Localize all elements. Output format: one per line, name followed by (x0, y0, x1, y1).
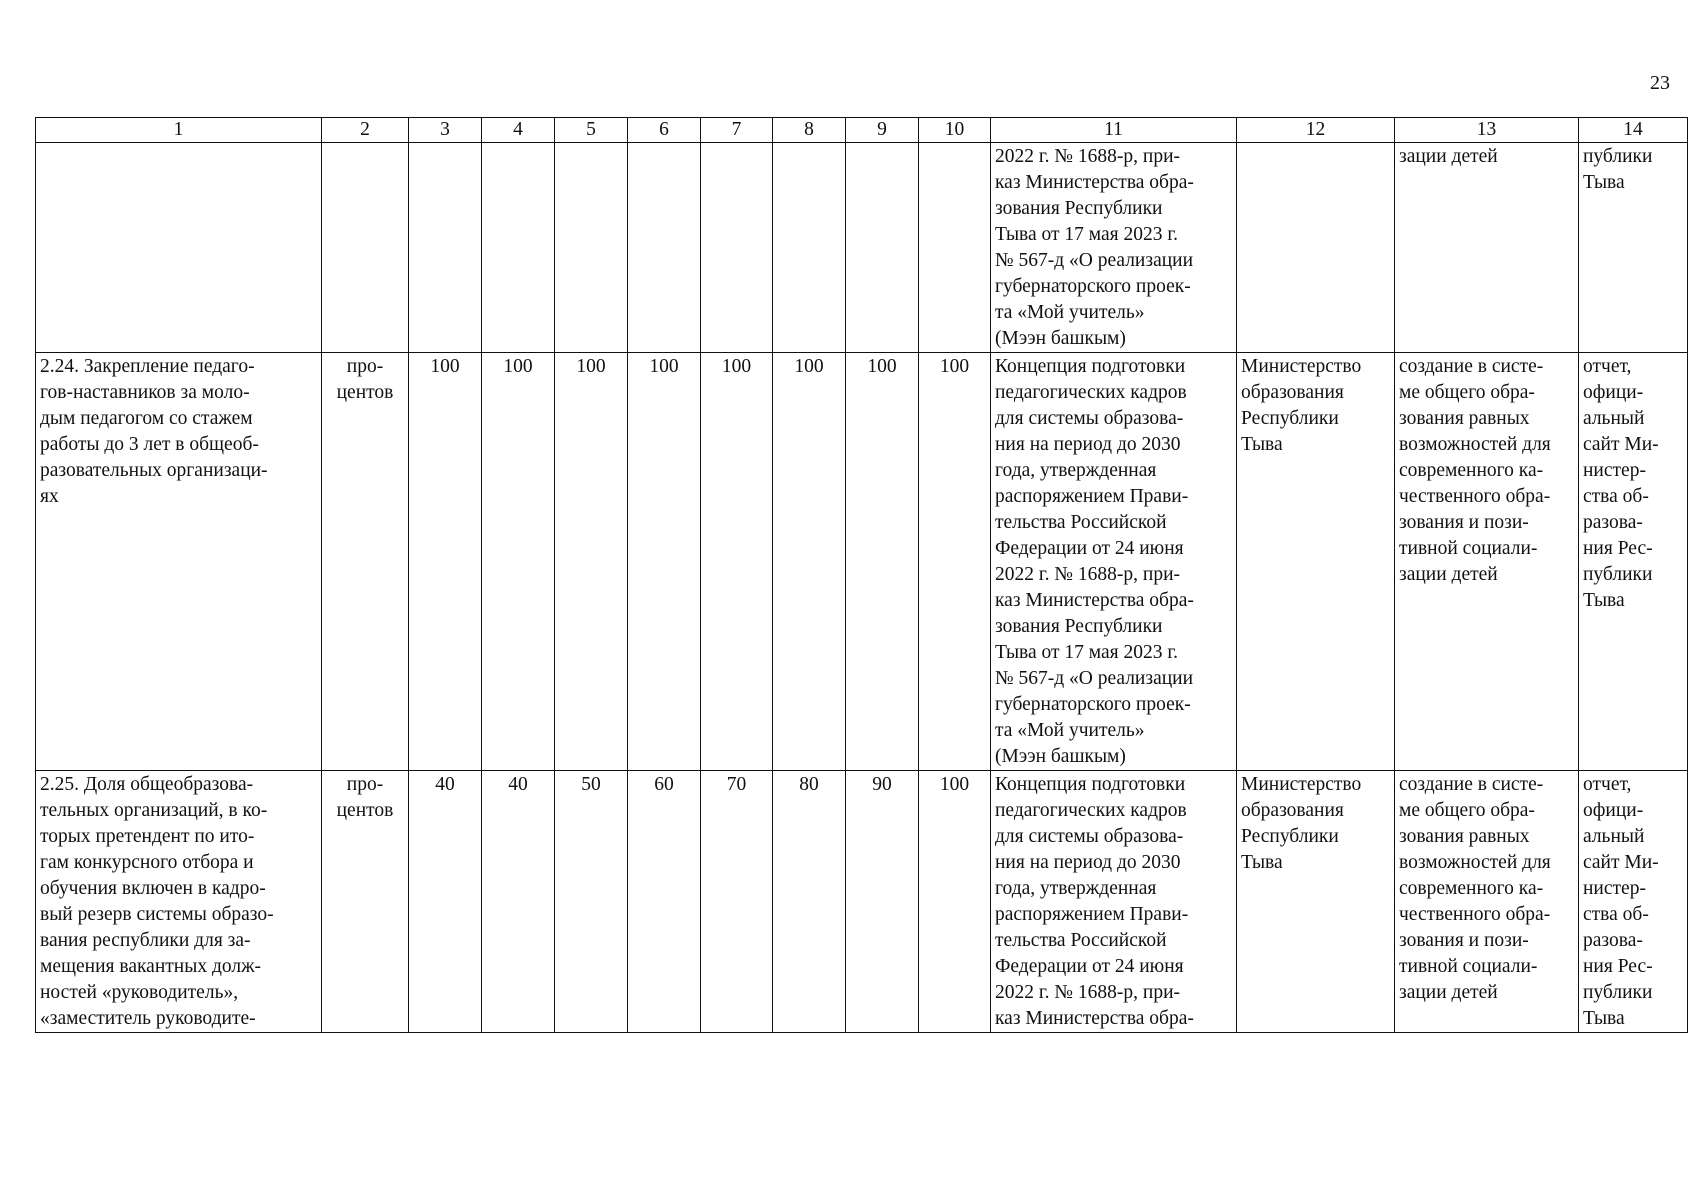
header-cell: 13 (1395, 118, 1579, 143)
header-cell: 10 (919, 118, 991, 143)
table-cell: 40 (482, 771, 555, 1033)
table-cell (846, 143, 919, 353)
header-cell: 9 (846, 118, 919, 143)
table-cell: 100 (628, 353, 701, 771)
table-cell: 100 (701, 353, 773, 771)
table-cell: 2.24. Закрепление педаго- гов-наставников за моло- дым педагогом со стажем работы до 3 лет в общеоб- разовательных организаци- ях (36, 353, 322, 771)
table-cell: про- центов (322, 771, 409, 1033)
table-cell (701, 143, 773, 353)
table-cell: 50 (555, 771, 628, 1033)
table-cell (773, 143, 846, 353)
table-cell: 100 (846, 353, 919, 771)
table-cell (36, 143, 322, 353)
table-row (36, 353, 1688, 771)
table-cell (409, 143, 482, 353)
table-cell: 60 (628, 771, 701, 1033)
table-cell: 100 (919, 771, 991, 1033)
table-cell: 100 (482, 353, 555, 771)
table-cell: 100 (773, 353, 846, 771)
table-cell (919, 143, 991, 353)
header-cell: 7 (701, 118, 773, 143)
header-cell: 2 (322, 118, 409, 143)
header-row (36, 118, 1688, 143)
table-cell: создание в систе- ме общего обра- зования равных возможностей для современного ка- чественного обра- зования и пози- тивной социали- зации детей (1395, 771, 1579, 1033)
table-cell: Концепция подготовки педагогических кадров для системы образова- ния на период до 2030 года, утвержденная распоряжением Прави- тельства Российской Федерации от 24 июня 2022 г. № 1688-р, при- каз Министерства обра- (991, 771, 1237, 1033)
table-cell: 90 (846, 771, 919, 1033)
document-table (35, 117, 1688, 1033)
header-cell: 4 (482, 118, 555, 143)
header-cell: 1 (36, 118, 322, 143)
header-cell: 14 (1579, 118, 1688, 143)
table-cell (322, 143, 409, 353)
header-cell: 8 (773, 118, 846, 143)
table-cell: публики Тыва (1579, 143, 1688, 353)
table-row (36, 143, 1688, 353)
header-cell: 6 (628, 118, 701, 143)
table-cell (1237, 143, 1395, 353)
table-cell: зации детей (1395, 143, 1579, 353)
page-number: 23 (1650, 72, 1670, 94)
table-cell: 100 (555, 353, 628, 771)
header-cell: 11 (991, 118, 1237, 143)
table-cell (555, 143, 628, 353)
table-cell: 2.25. Доля общеобразова- тельных организаций, в ко- торых претендент по ито- гам конкурсного отбора и обучения включен в кадро- вый резерв системы образо- вания республики для за- мещения вакантных долж- ностей «руководитель», «заместитель руководите- (36, 771, 322, 1033)
table-cell: Министерство образования Республики Тыва (1237, 353, 1395, 771)
header-cell: 12 (1237, 118, 1395, 143)
table-cell: Концепция подготовки педагогических кадров для системы образова- ния на период до 2030 года, утвержденная распоряжением Прави- тельства Российской Федерации от 24 июня 2022 г. № 1688-р, при- каз Министерства обра- зования Республики Тыва от 17 мая 2023 г. № 567-д «О реализации губернаторского проек- та «Мой учитель» (Мээн башкым) (991, 353, 1237, 771)
table-cell: отчет, офици- альный сайт Ми- нистер- ства об- разова- ния Рес- публики Тыва (1579, 771, 1688, 1033)
table-cell (482, 143, 555, 353)
table-cell (628, 143, 701, 353)
header-cell: 5 (555, 118, 628, 143)
table-cell: создание в систе- ме общего обра- зования равных возможностей для современного ка- чественного обра- зования и пози- тивной социали- зации детей (1395, 353, 1579, 771)
table-cell: Министерство образования Республики Тыва (1237, 771, 1395, 1033)
table-cell: 80 (773, 771, 846, 1033)
table-cell: про- центов (322, 353, 409, 771)
table-cell: 100 (919, 353, 991, 771)
header-cell: 3 (409, 118, 482, 143)
table-cell: 40 (409, 771, 482, 1033)
table-cell: отчет, офици- альный сайт Ми- нистер- ства об- разова- ния Рес- публики Тыва (1579, 353, 1688, 771)
table-row (36, 771, 1688, 1033)
table-cell: 100 (409, 353, 482, 771)
table-cell: 2022 г. № 1688-р, при- каз Министерства обра- зования Республики Тыва от 17 мая 2023 г. № 567-д «О реализации губернаторского проек- та «Мой учитель» (Мээн башкым) (991, 143, 1237, 353)
table-cell: 70 (701, 771, 773, 1033)
